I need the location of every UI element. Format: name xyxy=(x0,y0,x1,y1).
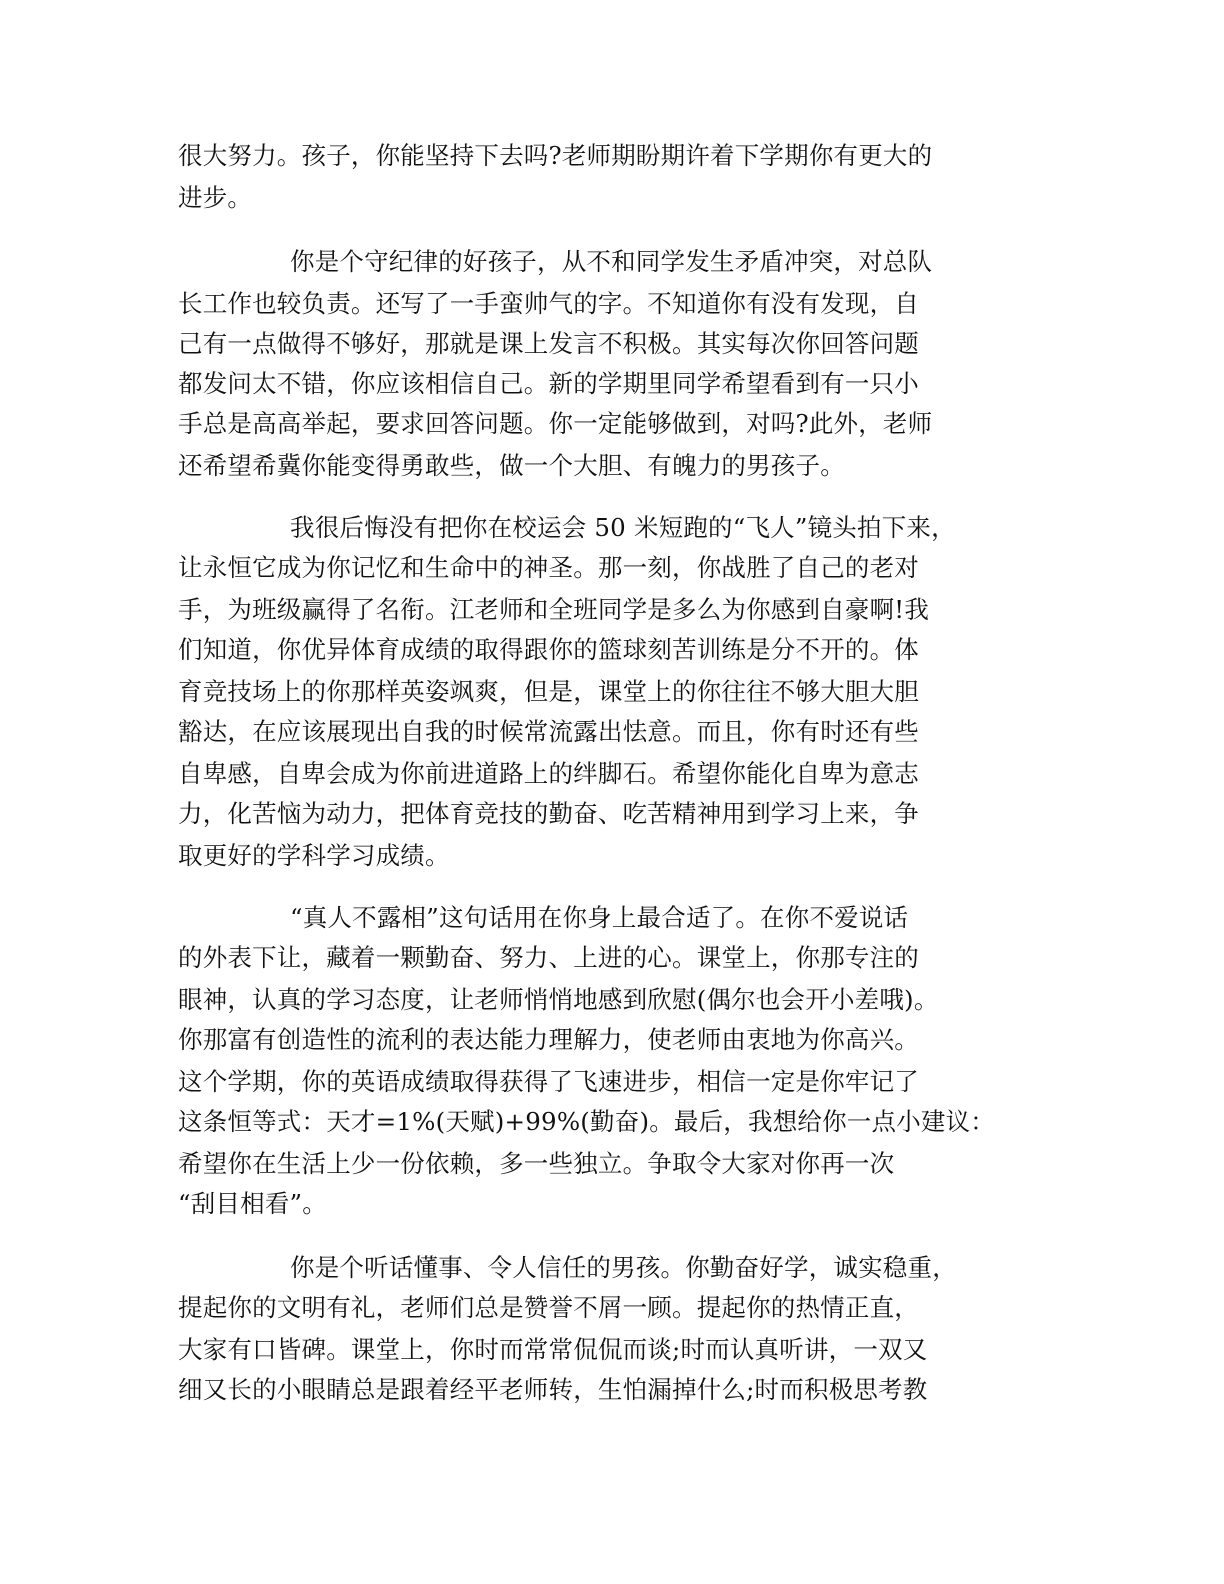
text-line: 提起你的文明有礼，老师们总是赞誉不屑一顾。提起你的热情正直， xyxy=(178,1293,919,1322)
text-line: 让永恒它成为你记忆和生命中的神圣。那一刻，你战胜了自己的老对 xyxy=(178,553,919,582)
text-line: 育竞技场上的你那样英姿飒爽，但是，课堂上的你往往不够大胆大胆 xyxy=(178,677,919,706)
text-line: 大家有口皆碑。课堂上，你时而常常侃侃而谈;时而认真听讲，一双又 xyxy=(178,1335,928,1364)
text-line: 自卑感，自卑会成为你前进道路上的绊脚石。希望你能化自卑为意志 xyxy=(178,759,919,788)
text-line: 长工作也较负责。还写了一手蛮帅气的字。不知道你有没有发现，自 xyxy=(178,289,919,318)
text-line: 己有一点做得不够好，那就是课上发言不积极。其实每次你回答问题 xyxy=(178,329,919,358)
paragraph-first-line: 你是个守纪律的好孩子，从不和同学发生矛盾冲突，对总队 xyxy=(290,247,933,276)
text-line: 豁达，在应该展现出自我的时候常流露出怯意。而且，你有时还有些 xyxy=(178,717,919,746)
text-line: 很大努力。孩子，你能坚持下去吗?老师期盼期许着下学期你有更大的 xyxy=(178,141,933,170)
text-line: 的外表下让，藏着一颗勤奋、努力、上进的心。课堂上，你那专注的 xyxy=(178,943,919,972)
text-line: 都发问太不错，你应该相信自己。新的学期里同学希望看到有一只小 xyxy=(178,369,919,398)
text-line: 手，为班级赢得了名衔。江老师和全班同学是多么为你感到自豪啊!我 xyxy=(178,595,930,624)
paragraph-first-line: 你是个听话懂事、令人信任的男孩。你勤奋好学，诚实稳重， xyxy=(290,1253,957,1282)
text-line: 们知道，你优异体育成绩的取得跟你的篮球刻苦训练是分不开的。体 xyxy=(178,635,919,664)
text-line: 你那富有创造性的流利的表达能力理解力，使老师由衷地为你高兴。 xyxy=(178,1025,919,1054)
text-line: 手总是高高举起，要求回答问题。你一定能够做到，对吗?此外，老师 xyxy=(178,409,933,438)
text-line: 细又长的小眼睛总是跟着经平老师转，生怕漏掉什么;时而积极思考教 xyxy=(178,1375,928,1404)
text-line: 这条恒等式：天才=1%(天赋)+99%(勤奋)。最后，我想给你一点小建议： xyxy=(178,1107,996,1136)
text-line: 取更好的学科学习成绩。 xyxy=(178,841,450,870)
paragraph-first-line: “真人不露相”这句话用在你身上最合适了。在你不爱说话 xyxy=(290,903,909,932)
text-line: 这个学期，你的英语成绩取得获得了飞速进步，相信一定是你牢记了 xyxy=(178,1067,919,1096)
text-line: 进步。 xyxy=(178,183,253,212)
text-line: 力，化苦恼为动力，把体育竞技的勤奋、吃苦精神用到学习上来，争 xyxy=(178,799,919,828)
text-line: 希望你在生活上少一份依赖，多一些独立。争取令大家对你再一次 xyxy=(178,1149,895,1178)
text-line: “刮目相看”。 xyxy=(178,1189,327,1218)
text-line: 还希望希冀你能变得勇敢些，做一个大胆、有魄力的男孩子。 xyxy=(178,451,845,480)
text-line: 眼神，认真的学习态度，让老师悄悄地感到欣慰(偶尔也会开小差哦)。 xyxy=(178,985,939,1014)
paragraph-first-line: 我很后悔没有把你在校运会 50 米短跑的“飞人”镜头拍下来， xyxy=(290,513,956,542)
